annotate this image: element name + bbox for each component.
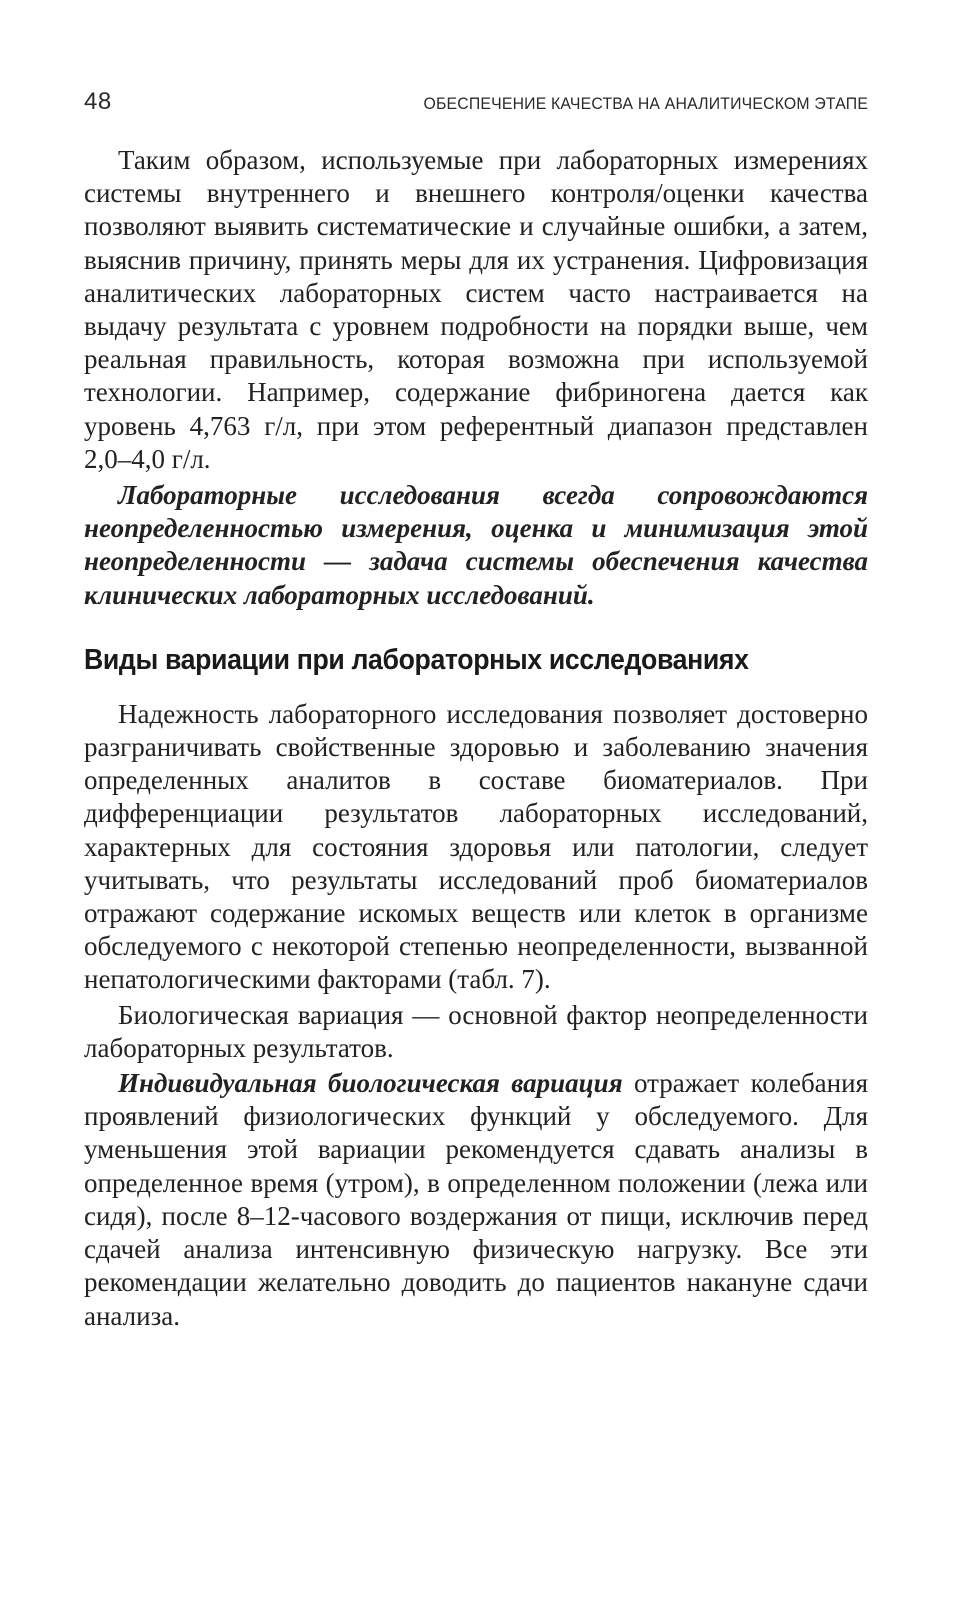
- running-header: [84, 88, 868, 124]
- paragraph-summary: Таким образом, используемые при лабораторных измерениях системы внутреннего и внешнего контроля/оценки качества позволяют выявить систематические и случайные ошибки, а затем, выяснив причину, принять меры для их устранения. Цифровизация аналитических лабораторных систем часто настраивается на выдачу результата с уровнем подробности на порядки выше, чем реальная правильность, которая возможна при используемой технологии. Например, содержание фибриногена дается как уровень 4,763 г/л, при этом референтный диапазон представлен 2,0–4,0 г/л.: [84, 145, 868, 474]
- paragraph-individual-variation: [84, 1067, 868, 1333]
- section-heading: Виды вариации при лабораторных исследованиях: [84, 643, 749, 676]
- running-title: ОБЕСПЕЧЕНИЕ КАЧЕСТВА НА АНАЛИТИЧЕСКОМ ЭТАПЕ: [423, 94, 868, 113]
- paragraph-individual-variation-text: отражает колебания проявлений физиологических функций у обследуемого. Для уменьшения этой вариации рекомендуется сдавать анализы в определенное время (утром), в определенном положении (лежа или сидя), после 8–12-часового воздержания от пищи, исключив перед сдачей анализа интенсивную физическую нагрузку. Все эти рекомендации желательно доводить до пациентов накануне сдачи анализа.: [84, 1068, 868, 1331]
- term-individual-variation: Индивидуальная биологическая вариация: [118, 1068, 623, 1099]
- paragraph-biological-variation: Биологическая вариация — основной фактор неопределенности лабораторных результатов.: [84, 999, 868, 1063]
- paragraph-emphasis: Лабораторные исследования всегда сопровождаются неопределенностью измерения, оценка и минимизация этой неопределенности — задача системы обеспечения качества клинических лабораторных исследований.: [84, 480, 868, 610]
- book-page: [84, 88, 868, 1333]
- body-text: [84, 144, 868, 1333]
- page-number: 48: [84, 88, 112, 115]
- paragraph-reliability: Надежность лабораторного исследования позволяет достоверно разграничивать свойственные здоровью и заболеванию значения определенных аналитов в составе биоматериалов. При дифференциации результатов лабораторных исследований, характерных для состояния здоровья или патологии, следует учитывать, что результаты исследований проб биоматериалов отражают содержание искомых веществ или клеток в организме обследуемого с некоторой степенью неопределенности, вызванной непатологическими факторами (табл. 7).: [84, 698, 868, 995]
